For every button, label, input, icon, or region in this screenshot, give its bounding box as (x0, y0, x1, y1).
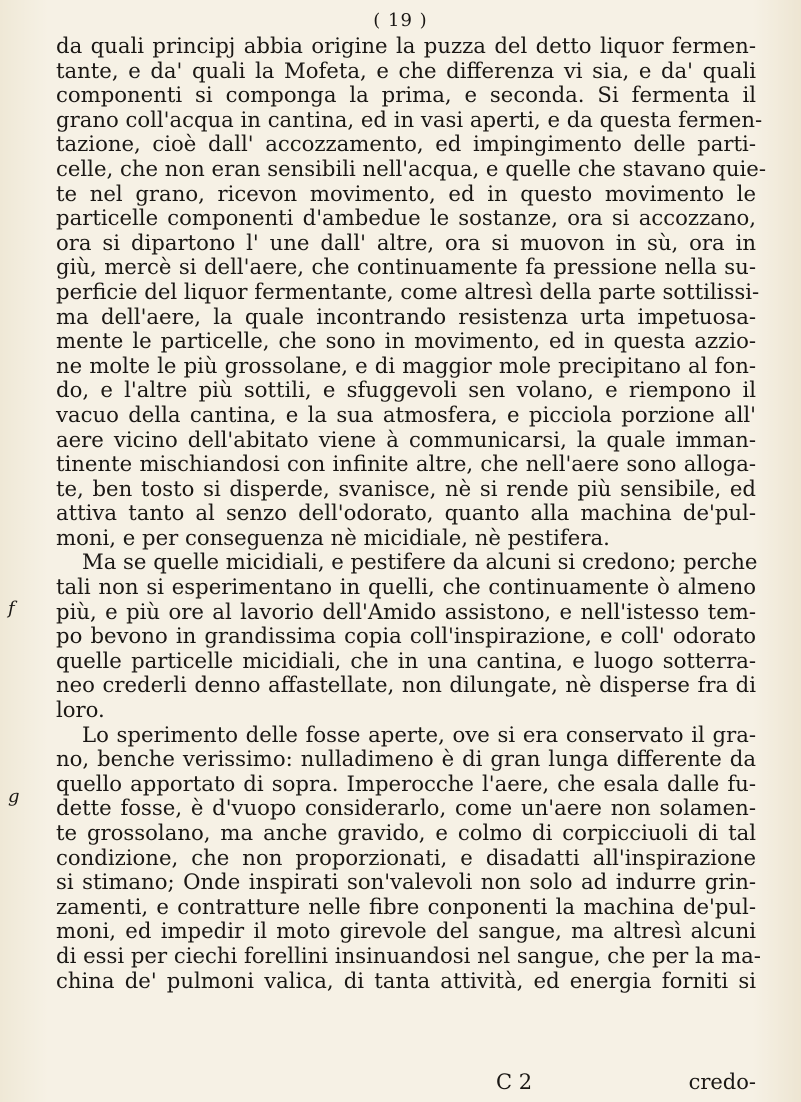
text-line: si stimano; Onde inspirati son'valevoli non solo ad indurre grin- (56, 869, 756, 895)
text-line: no, benche verissimo: nulladimeno è di gran lunga differente da (56, 746, 756, 772)
text-line: loro. (56, 697, 105, 723)
body-text (56, 33, 766, 993)
text-line: tali non si esperimentano in quelli, che continuamente ò almeno (56, 574, 756, 600)
catchword: credo- (688, 1070, 756, 1094)
text-line: tazione, cioè dall' accozzamento, ed impingimento delle parti- (56, 131, 756, 157)
text-line: particelle componenti d'ambedue le sostanze, ora si accozzano, (56, 205, 756, 231)
text-line: quello apportato di sopra. Imperocche l'aere, che esala dalle fu- (56, 770, 756, 796)
text-line: Lo sperimento delle fosse aperte, ove si era conservato il gra- (82, 721, 756, 747)
text-line: dette fosse, è d'vuopo considerarlo, come un'aere non solamen- (56, 795, 756, 821)
page-number-header: ( 19 ) (373, 10, 428, 31)
text-line: china de' pulmoni valica, di tanta attività, ed energia forniti si (56, 967, 756, 993)
text-line: condizione, che non proporzionati, e disadatti all'inspirazione (56, 844, 756, 870)
text-line: ma dell'aere, la quale incontrando resistenza urta impetuosa- (56, 303, 756, 329)
text-line: tinente mischiandosi con infinite altre, che nell'aere sono alloga- (56, 451, 756, 477)
text-line: grano coll'acqua in cantina, ed in vasi aperti, e da questa fermen- (56, 106, 763, 132)
text-line: do, e l'altre più sottili, e sfuggevoli sen volano, e riempono il (56, 377, 756, 403)
text-line: moni, e per conseguenza nè micidiale, nè pestifera. (56, 524, 610, 550)
text-line: ne molte le più grossolane, e di maggior mole precipitano al fon- (56, 352, 756, 378)
text-line: aere vicino dell'abitato viene à communicarsi, la quale imman- (56, 426, 756, 452)
text-line: po bevono in grandissima copia coll'inspirazione, e coll' odorato (56, 623, 756, 649)
text-line: celle, che non eran sensibili nell'acqua, e quelle che stavano quie- (56, 155, 766, 181)
text-line: vacuo della cantina, e la sua atmosfera, e picciola porzione all' (56, 401, 756, 427)
text-line: te grossolano, ma anche gravido, e colmo di corpicciuoli di tal (56, 820, 756, 845)
text-line: mente le particelle, che sono in movimento, ed in questa azzio- (56, 328, 756, 354)
margin-note-g: g (8, 786, 20, 807)
text-line: te, ben tosto si disperde, svanisce, nè si rende più sensibile, ed (56, 475, 756, 501)
text-line: moni, ed impedir il moto girevole del sangue, ma altresì alcuni (56, 918, 756, 944)
text-line: perficie del liquor fermentante, come altresì della parte sottilissi- (56, 278, 760, 304)
text-line: da quali principj abbia origine la puzza del detto liquor fermen- (56, 33, 756, 58)
text-line: Ma se quelle micidiali, e pestifere da alcuni si credono; perche (82, 549, 758, 575)
margin-note-f: f (8, 598, 15, 619)
text-line: tante, e da' quali la Mofeta, e che differenza vi sia, e da' quali (56, 57, 756, 83)
signature-mark: C 2 (496, 1070, 533, 1094)
text-line: attiva tanto al senzo dell'odorato, quanto alla machina de'pul- (56, 500, 756, 526)
text-line: più, e più ore al lavorio dell'Amido assistono, e nell'istesso tem- (56, 598, 756, 624)
text-line: ora si dipartono l' une dall' altre, ora si muovon in sù, ora in (56, 229, 756, 255)
text-line: componenti si componga la prima, e seconda. Si fermenta il (56, 82, 756, 108)
text-line: di essi per ciechi forellini insinuandosi nel sangue, che per la ma- (56, 942, 761, 968)
text-line: te nel grano, ricevon movimento, ed in questo movimento le (56, 180, 756, 206)
text-line: zamenti, e contratture nelle fibre conponenti la machina de'pul- (56, 893, 756, 919)
text-line: giù, mercè si dell'aere, che continuamente fa pressione nella su- (56, 254, 756, 280)
text-line: quelle particelle micidiali, che in una cantina, e luogo sotterra- (56, 647, 756, 673)
text-line: neo crederli denno affastellate, non dilungate, nè disperse fra di (56, 672, 756, 698)
